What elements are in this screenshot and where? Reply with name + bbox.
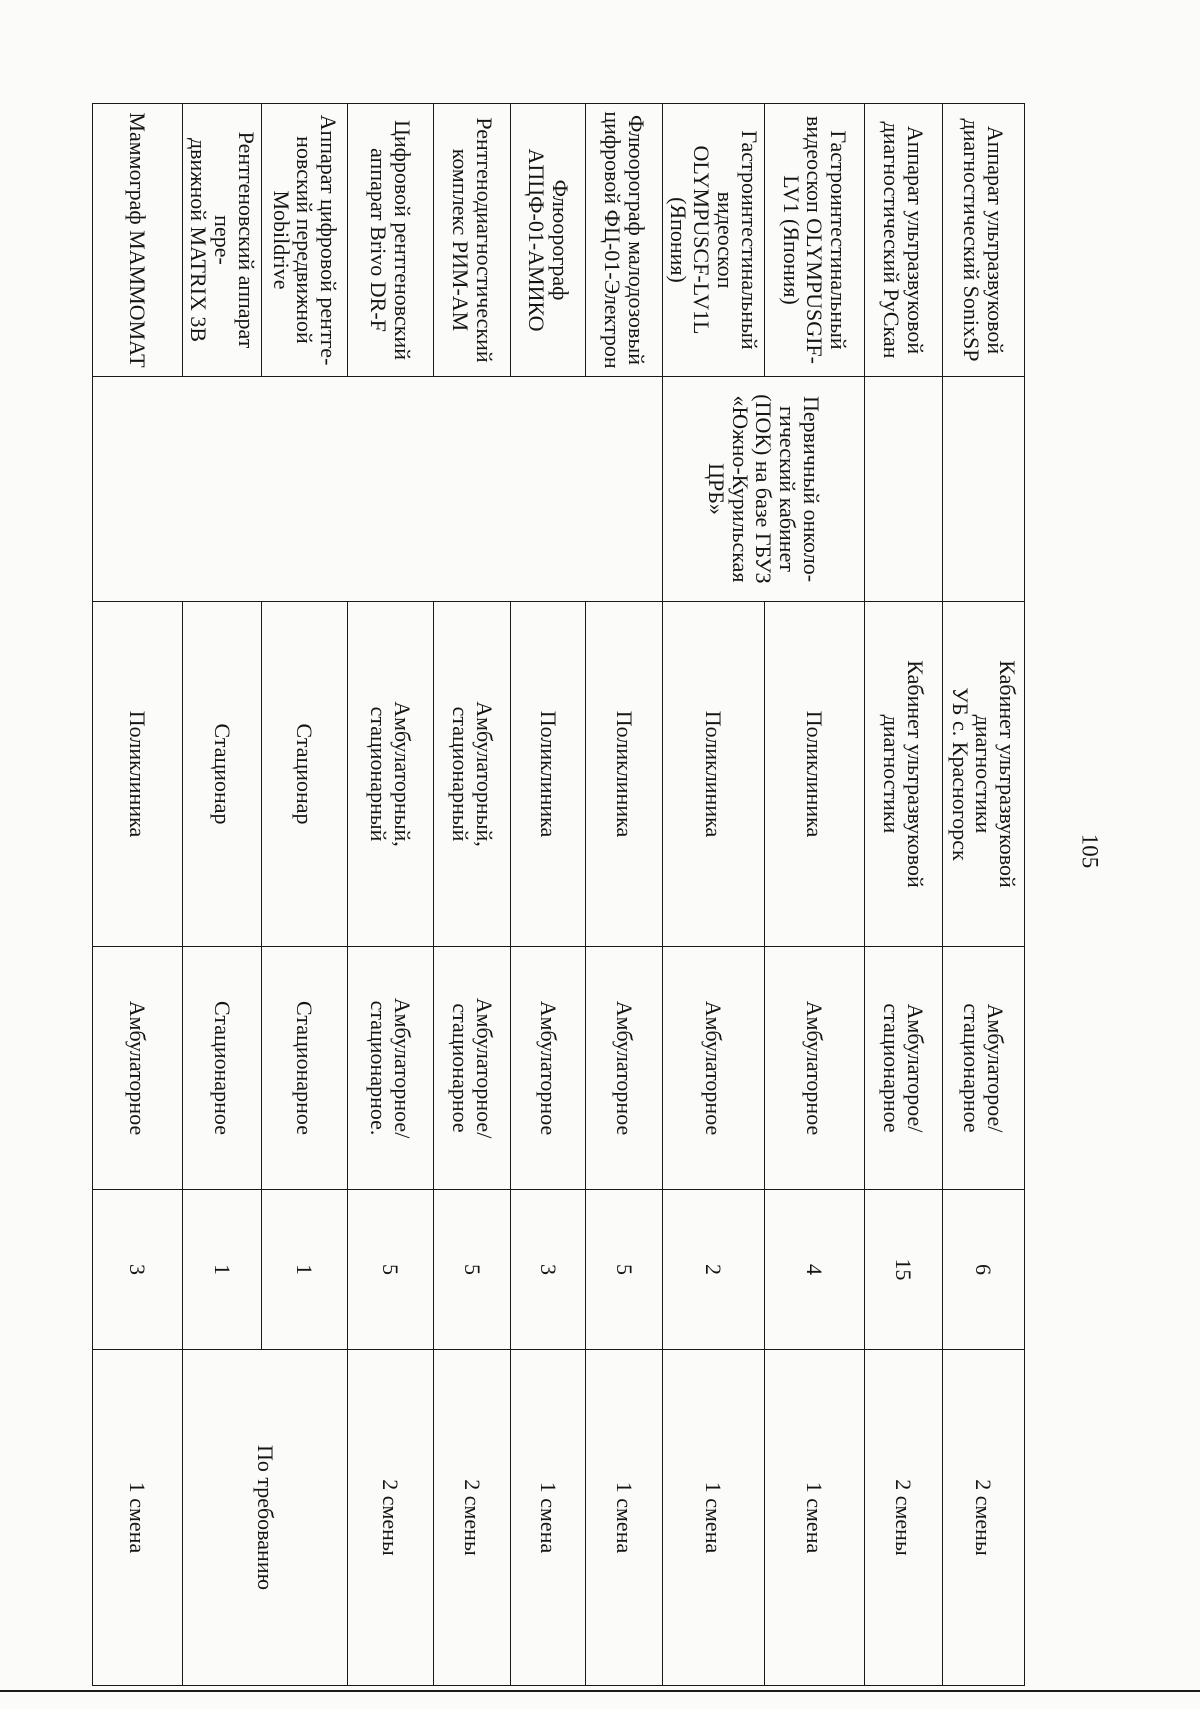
table-row — [348, 104, 434, 1686]
department-cell: Кабинет ультразвуковой диагностики УБ с. Красногорск — [943, 602, 1025, 947]
table-row — [262, 104, 348, 1686]
department-cell: Поликлиника — [586, 602, 663, 947]
conditions-cell: Амбулаторое/ стационарное — [943, 947, 1025, 1190]
shifts-cell: 2 смены — [865, 1350, 943, 1686]
equipment-name-cell: Флюорограф малодозовый цифровой ФЦ-01-Электрон — [586, 104, 663, 377]
location-cell — [865, 377, 943, 602]
table-row — [765, 104, 865, 1686]
shifts-cell: 2 смены — [943, 1350, 1025, 1686]
department-cell: Стационар — [262, 602, 348, 947]
department-cell: Поликлиника — [663, 602, 765, 947]
department-cell: Амбулаторный, стационарный — [348, 602, 434, 947]
equipment-name-cell: Рентгенодиагностический комплекс РИМ-АМ — [434, 104, 511, 377]
conditions-cell: Стационарное — [183, 947, 262, 1190]
quantity-cell: 5 — [348, 1190, 434, 1350]
location-cell: Первичный онколо- гический кабинет (ПОК) на базе ГБУЗ «Южно-Курильская ЦРБ» — [663, 377, 865, 602]
equipment-name-cell: Флюорограф АПЦФ-01-АМИКО — [511, 104, 586, 377]
conditions-cell: Амбулаторное — [765, 947, 865, 1190]
conditions-cell: Амбулаторое/ стационарное — [865, 947, 943, 1190]
quantity-cell: 1 — [183, 1190, 262, 1350]
department-cell: Поликлиника — [765, 602, 865, 947]
table-row — [93, 104, 183, 1686]
location-cell — [943, 377, 1025, 602]
shifts-cell: 1 смена — [663, 1350, 765, 1686]
quantity-cell: 2 — [663, 1190, 765, 1350]
table-row — [434, 104, 511, 1686]
department-cell: Кабинет ультразвуковой диагностики — [865, 602, 943, 947]
shifts-cell: 2 смены — [348, 1350, 434, 1686]
conditions-cell: Амбулаторное/ стационарное. — [348, 947, 434, 1190]
equipment-table — [92, 103, 1025, 1686]
shifts-cell: 1 смена — [93, 1350, 183, 1686]
conditions-cell: Амбулаторное — [586, 947, 663, 1190]
quantity-cell: 5 — [586, 1190, 663, 1350]
shifts-cell: 1 смена — [511, 1350, 586, 1686]
equipment-name-cell: Гастроинтестинальный видеоскоп OLYMPUSGIF- LV1 (Япония) — [765, 104, 865, 377]
quantity-cell: 1 — [262, 1190, 348, 1350]
quantity-cell: 3 — [511, 1190, 586, 1350]
equipment-name-cell: Цифровой рентгеновский аппарат Brivo DR-F — [348, 104, 434, 377]
quantity-cell: 3 — [93, 1190, 183, 1350]
quantity-cell: 15 — [865, 1190, 943, 1350]
table-row — [663, 104, 765, 1686]
department-cell: Поликлиника — [93, 602, 183, 947]
rotated-table-container — [93, 103, 1025, 1685]
equipment-name-cell: Аппарат цифровой рентге- новский передвижной Mobildrive — [262, 104, 348, 377]
conditions-cell: Стационарное — [262, 947, 348, 1190]
conditions-cell: Амбулаторное/ стационарное — [434, 947, 511, 1190]
department-cell: Стационар — [183, 602, 262, 947]
conditions-cell: Амбулаторное — [663, 947, 765, 1190]
table-row — [865, 104, 943, 1686]
quantity-cell: 5 — [434, 1190, 511, 1350]
scan-edge-line — [0, 1690, 1200, 1692]
quantity-cell: 4 — [765, 1190, 865, 1350]
equipment-name-cell: Аппарат ультразвуковой диагностический РуСкан — [865, 104, 943, 377]
equipment-name-cell: Аппарат ультразвуковой диагностический SonixSP — [943, 104, 1025, 377]
page-number: 105 — [1077, 833, 1103, 869]
conditions-cell: Амбулаторное — [93, 947, 183, 1190]
equipment-name-cell: Гастроинтестинальный видеоскоп OLYMPUSCF-LV1L (Япония) — [663, 104, 765, 377]
location-cell — [93, 377, 663, 602]
equipment-name-cell: Рентгеновский аппарат пере- движной MATRIX 3B — [183, 104, 262, 377]
quantity-cell: 6 — [943, 1190, 1025, 1350]
conditions-cell: Амбулаторное — [511, 947, 586, 1190]
department-cell: Амбулаторный, стационарный — [434, 602, 511, 947]
shifts-cell: По требованию — [183, 1350, 348, 1686]
table-row — [586, 104, 663, 1686]
shifts-cell: 2 смены — [434, 1350, 511, 1686]
equipment-name-cell: Маммограф МАММОМАТ — [93, 104, 183, 377]
table-row — [511, 104, 586, 1686]
shifts-cell: 1 смена — [586, 1350, 663, 1686]
shifts-cell: 1 смена — [765, 1350, 865, 1686]
department-cell: Поликлиника — [511, 602, 586, 947]
table-row — [943, 104, 1025, 1686]
